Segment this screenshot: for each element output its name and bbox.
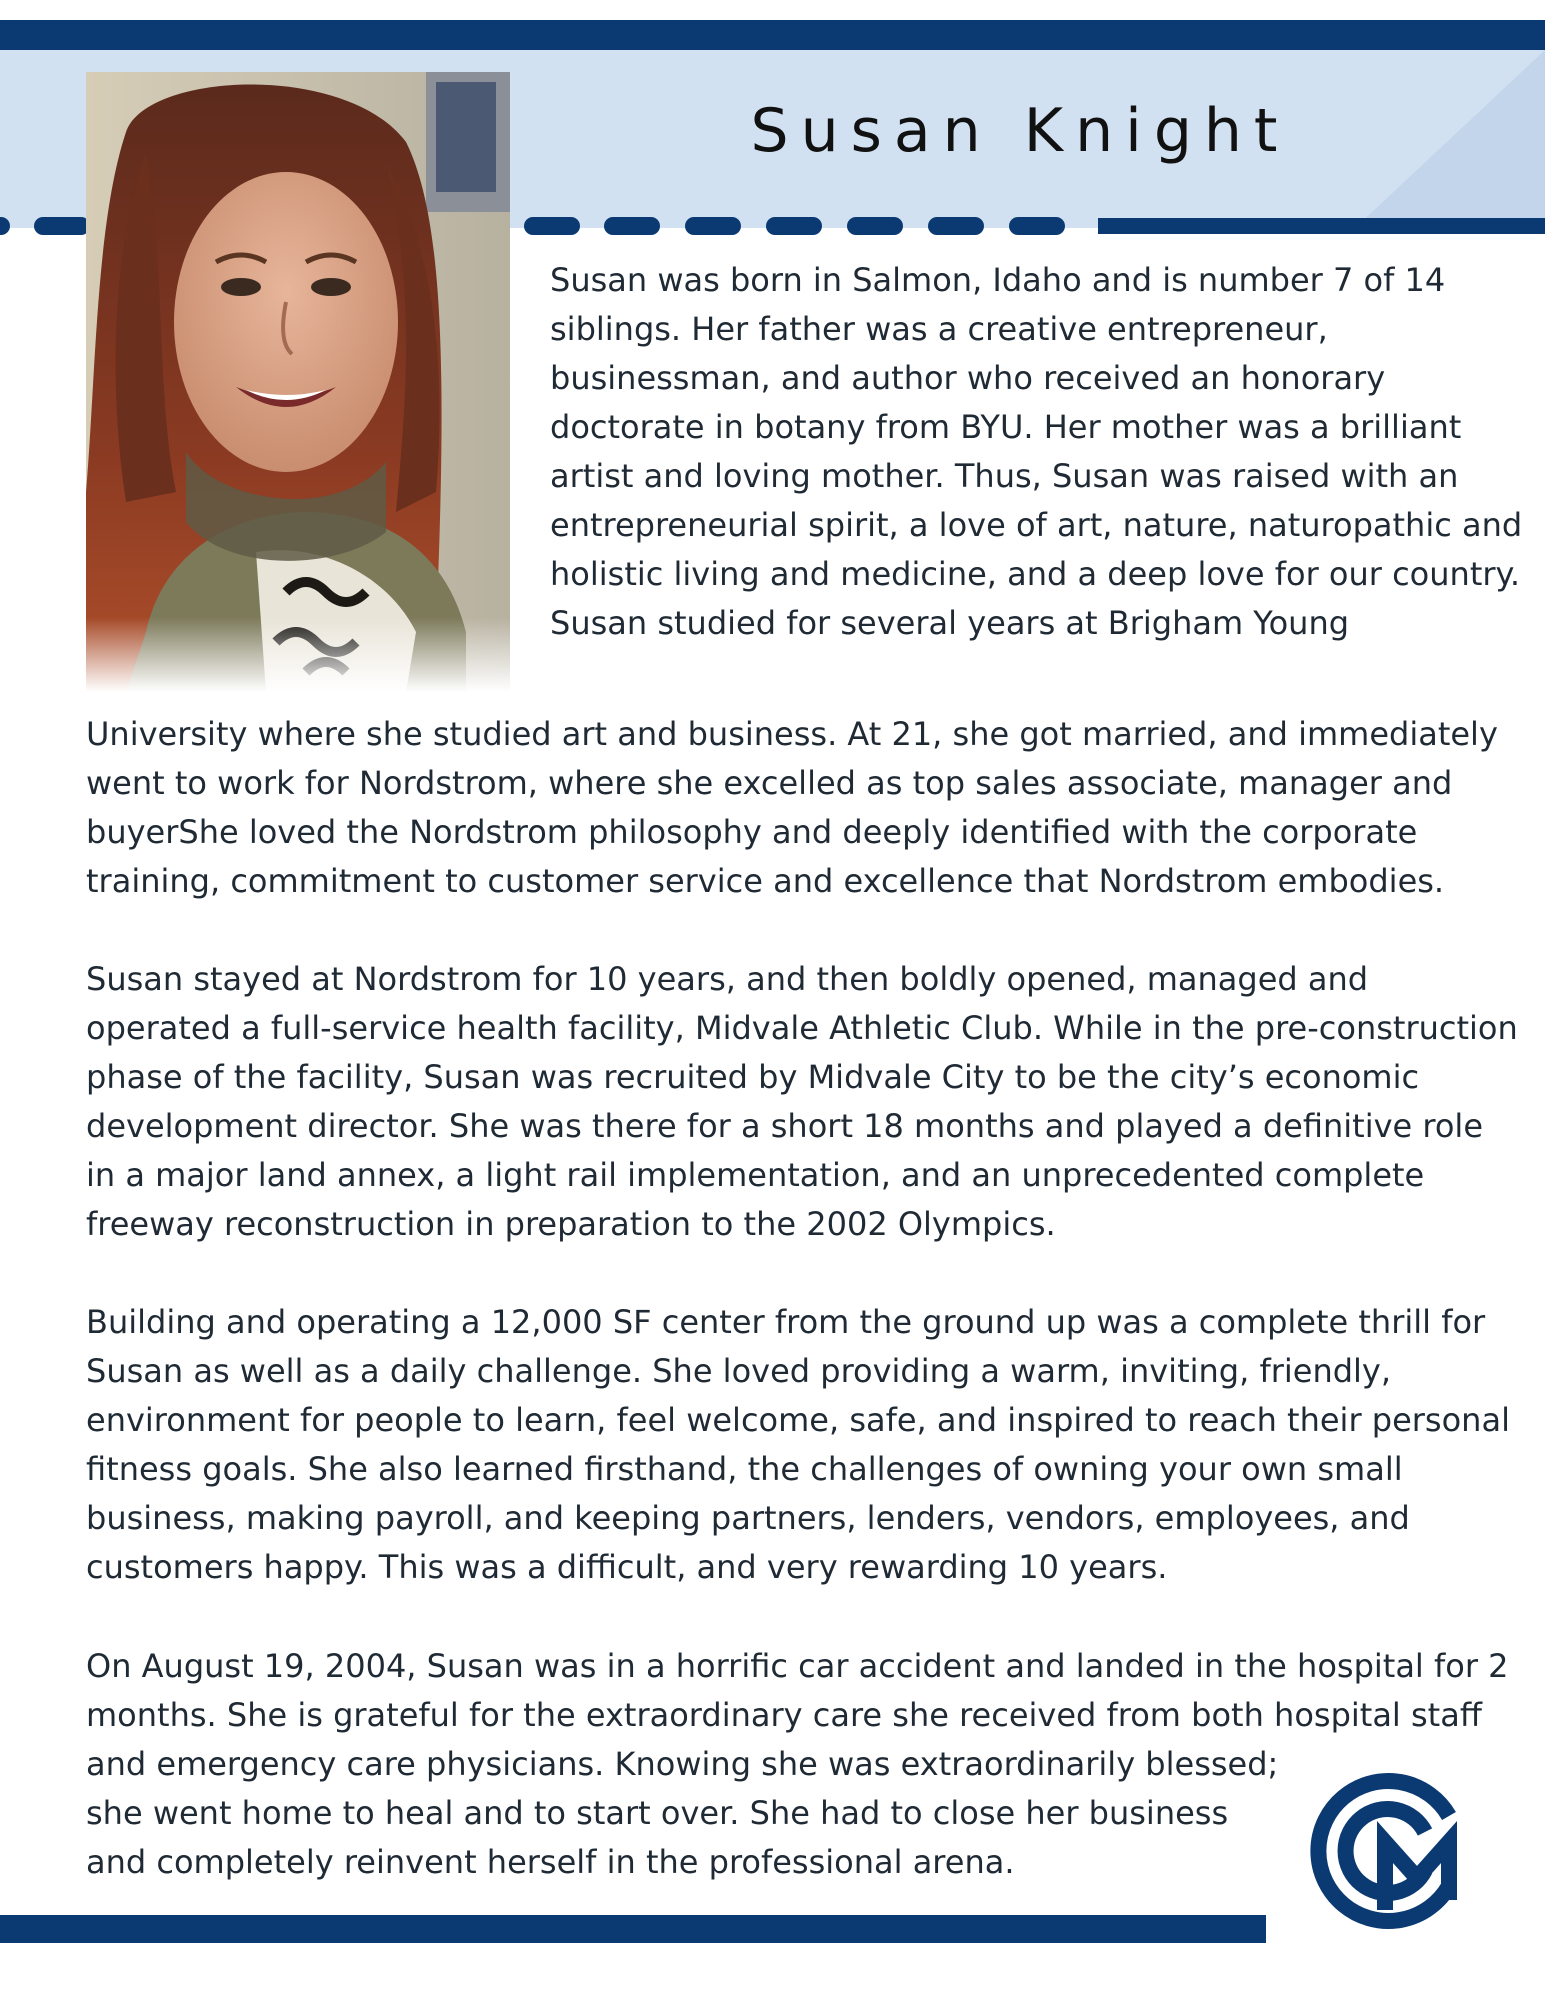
bio-line: fitness goals. She also learned firsthand, the challenges of owning your own small xyxy=(86,1450,1403,1488)
bio-line: entrepreneurial spirit, a love of art, nature, naturopathic and xyxy=(550,506,1523,544)
bio-line: training, commitment to customer service and excellence that Nordstrom embodies. xyxy=(86,862,1445,900)
header-accent xyxy=(1355,50,1545,228)
divider-dash xyxy=(1009,217,1065,235)
bio-line: months. She is grateful for the extraordinary care she received from both hospital staff xyxy=(86,1696,1482,1734)
divider-dash xyxy=(524,217,580,235)
divider-dash xyxy=(685,217,741,235)
divider-dash xyxy=(604,217,660,235)
portrait-photo xyxy=(86,72,510,692)
bio-paragraph-accident xyxy=(86,1642,1516,1887)
divider-dash xyxy=(34,217,90,235)
bio-line: and completely reinvent herself in the professional arena. xyxy=(86,1843,1015,1881)
bio-paragraph-nordstrom xyxy=(86,710,1506,906)
page-title: Susan Knight xyxy=(750,96,1290,166)
gm-monogram-logo xyxy=(1307,1770,1469,1932)
bio-line: On August 19, 2004, Susan was in a horrific car accident and landed in the hospital for 2 xyxy=(86,1647,1509,1685)
bio-line: buyerShe loved the Nordstrom philosophy and deeply identified with the corporate xyxy=(86,813,1418,851)
divider-solid xyxy=(1098,218,1545,234)
bio-line: artist and loving mother. Thus, Susan was raised with an xyxy=(550,457,1459,495)
bio-line: freeway reconstruction in preparation to the 2002 Olympics. xyxy=(86,1205,1056,1243)
divider-dash xyxy=(847,217,903,235)
bio-line: went to work for Nordstrom, where she excelled as top sales associate, manager and xyxy=(86,764,1453,802)
bio-line: customers happy. This was a difficult, and very rewarding 10 years. xyxy=(86,1548,1168,1586)
bio-line: doctorate in botany from BYU. Her mother was a brilliant xyxy=(550,408,1462,446)
bio-line: siblings. Her father was a creative entrepreneur, xyxy=(550,310,1328,348)
bio-line: Susan was born in Salmon, Idaho and is number 7 of 14 xyxy=(550,261,1446,299)
bio-line: and emergency care physicians. Knowing she was extraordinarily blessed; xyxy=(86,1745,1279,1783)
bio-line: operated a full-service health facility, Midvale Athletic Club. While in the pre-construction xyxy=(86,1009,1518,1047)
bio-line: she went home to heal and to start over. She had to close her business xyxy=(86,1794,1229,1832)
bio-line: Susan studied for several years at Brigham Young xyxy=(550,604,1350,642)
bio-paragraph-midvale xyxy=(86,955,1516,1249)
divider-dash xyxy=(928,217,984,235)
bio-line: development director. She was there for a short 18 months and played a definitive role xyxy=(86,1107,1483,1145)
bio-line: phase of the facility, Susan was recruited by Midvale City to be the city’s economic xyxy=(86,1058,1420,1096)
bio-line: business, making payroll, and keeping partners, lenders, vendors, employees, and xyxy=(86,1499,1410,1537)
bio-line: businessman, and author who received an honorary xyxy=(550,359,1386,397)
bottom-rule xyxy=(0,1915,1266,1943)
bio-intro xyxy=(550,256,1523,648)
bio-paragraph-center xyxy=(86,1298,1510,1592)
bio-line: environment for people to learn, feel welcome, safe, and inspired to reach their personal xyxy=(86,1401,1510,1439)
bio-line: in a major land annex, a light rail implementation, and an unprecedented complete xyxy=(86,1156,1425,1194)
bio-line: Susan as well as a daily challenge. She loved providing a warm, inviting, friendly, xyxy=(86,1352,1392,1390)
bio-line: holistic living and medicine, and a deep love for our country. xyxy=(550,555,1521,593)
bio-line: Susan stayed at Nordstrom for 10 years, and then boldly opened, managed and xyxy=(86,960,1369,998)
top-rule xyxy=(0,20,1545,50)
divider-dash xyxy=(766,217,822,235)
bio-line: Building and operating a 12,000 SF center from the ground up was a complete thrill for xyxy=(86,1303,1486,1341)
bio-line: University where she studied art and business. At 21, she got married, and immediately xyxy=(86,715,1498,753)
